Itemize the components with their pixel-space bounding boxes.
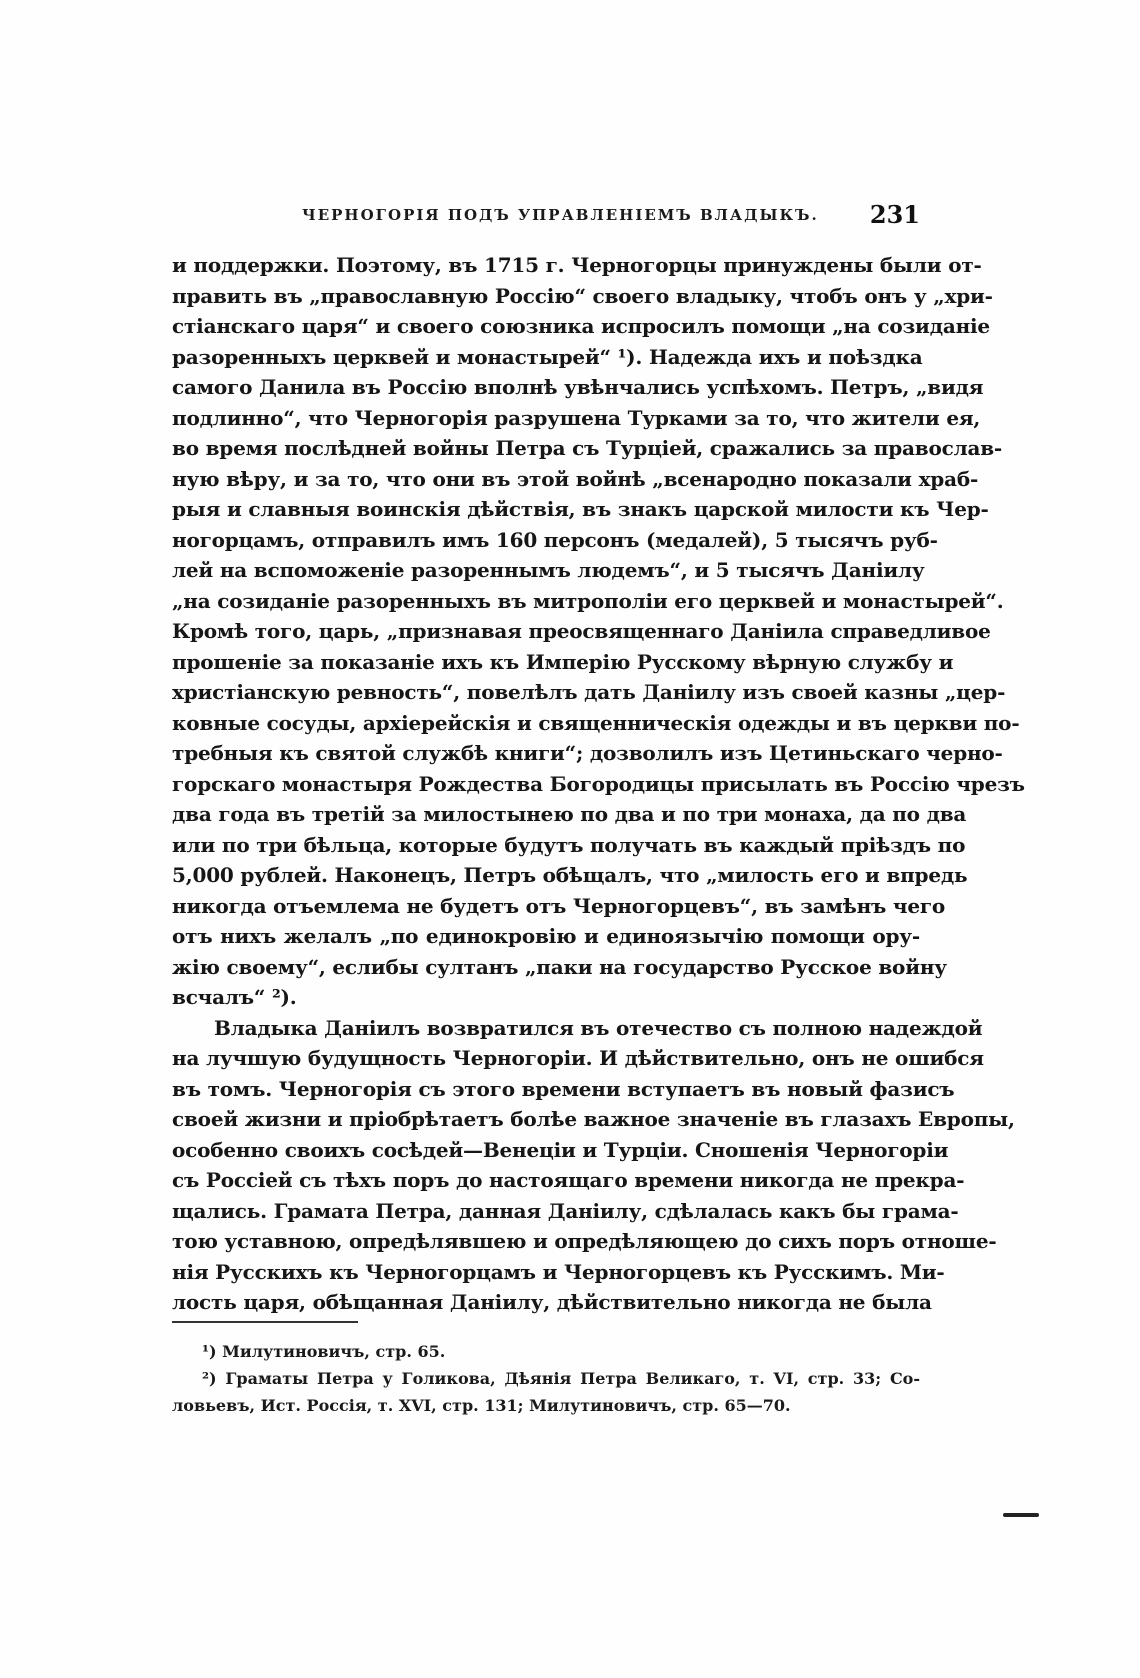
text-line: лей на вспоможеніе разореннымъ людемъ“, и 5 тысячъ Даніилу bbox=[172, 558, 925, 582]
text-line: стіанскаго царя“ и своего союзника испросилъ помощи „на созиданіе bbox=[172, 314, 990, 338]
text-line: никогда отъемлема не будетъ отъ Черногорцевъ“, въ замѣнъ чего bbox=[172, 893, 946, 918]
text-line: прошеніе за показаніе ихъ къ Имперію Русскому вѣрную службу и bbox=[172, 649, 954, 674]
footnote-2: ²) Граматы Петра у Голикова, Дѣянія Петра Великаго, т. VI, стр. 33; Со- bbox=[202, 1369, 920, 1388]
text-line: разоренныхъ церквей и монастырей“ ¹). Надежда ихъ и поѣздка bbox=[172, 344, 923, 369]
text-line: или по три бѣльца, которые будутъ получать въ каждый пріѣздъ по bbox=[172, 832, 966, 857]
text-line: править въ „православную Россію“ своего владыку, чтобъ онъ у „хри- bbox=[172, 283, 993, 308]
footnote-1: ¹) Милутиновичъ, стр. 65. bbox=[202, 1342, 446, 1361]
text-line: своей жизни и пріобрѣтаетъ болѣе важное значеніе въ глазахъ Европы, bbox=[172, 1107, 1015, 1131]
text-line: во время послѣдней войны Петра съ Турціей, сражались за православ- bbox=[172, 436, 1003, 460]
text-line: и поддержки. Поэтому, въ 1715 г. Черногорцы принуждены были от- bbox=[172, 253, 982, 277]
text-line: съ Россіей съ тѣхъ поръ до настоящаго времени никогда не прекра- bbox=[172, 1168, 965, 1192]
text-line: 5,000 рублей. Наконецъ, Петръ обѣщалъ, что „милость его и впредь bbox=[172, 863, 968, 887]
body-text bbox=[172, 250, 1025, 1318]
text-line: щались. Грамата Петра, данная Даніилу, сдѣлалась какъ бы грама- bbox=[172, 1198, 959, 1223]
text-line: нія Русскихъ къ Черногорцамъ и Черногорцевъ къ Русскимъ. Ми- bbox=[172, 1259, 945, 1284]
page-number: 231 bbox=[869, 200, 920, 229]
text-line: требныя къ святой службѣ книги“; дозволилъ изъ Цетиньскаго черно- bbox=[172, 741, 1003, 765]
text-line: Владыка Даніилъ возвратился въ отечество съ полною надеждой bbox=[214, 1015, 983, 1040]
text-line: въ томъ. Черногорія съ этого времени вступаетъ въ новый фазисъ bbox=[172, 1076, 955, 1101]
text-line: всчалъ“ ²). bbox=[172, 985, 297, 1009]
text-line: горскаго монастыря Рождества Богородицы присылать въ Россію чрезъ bbox=[172, 771, 1025, 796]
text-line: подлинно“, что Черногорія разрушена Турками за то, что жители ея, bbox=[172, 405, 981, 430]
footnotes bbox=[172, 1338, 920, 1419]
text-line: самого Данила въ Россію вполнѣ увѣнчались успѣхомъ. Петръ, „видя bbox=[172, 375, 984, 399]
text-line: особенно своихъ сосѣдей—Венеціи и Турціи. Сношенія Черногоріи bbox=[172, 1137, 949, 1162]
text-line: ногорцамъ, отправилъ имъ 160 персонъ (медалей), 5 тысячъ руб- bbox=[172, 527, 938, 552]
text-line: ковные сосуды, архіерейскія и священническія одежды и въ церкви по- bbox=[172, 710, 1020, 735]
text-line: жію своему“, еслибы султанъ „паки на государство Русское войну bbox=[172, 954, 947, 979]
text-line: христіанскую ревность“, повелѣлъ дать Даніилу изъ своей казны „цер- bbox=[172, 680, 1006, 704]
text-line: Кромѣ того, царь, „признавая преосвященнаго Даніила справедливое bbox=[172, 619, 991, 643]
text-line: на лучшую будущность Черногоріи. И дѣйствительно, онъ не ошибся bbox=[172, 1046, 984, 1070]
text-line: лость царя, обѣщанная Даніилу, дѣйствительно никогда не была bbox=[172, 1290, 932, 1314]
scan-edge-mark bbox=[1003, 1513, 1039, 1517]
footnote-2-continuation: ловьевъ, Ист. Россія, т. XVI, стр. 131; Милутиновичъ, стр. 65—70. bbox=[172, 1396, 791, 1415]
text-line: отъ нихъ желалъ „по единокровію и единоязычію помощи ору- bbox=[172, 924, 920, 948]
running-head bbox=[172, 200, 920, 232]
text-line: два года въ третій за милостынею по два и по три монаха, да по два bbox=[172, 802, 967, 826]
footnote-divider bbox=[172, 1321, 358, 1323]
text-line: ную вѣру, и за то, что они въ этой войнѣ „всенародно показали храб- bbox=[172, 466, 979, 491]
running-title: ЧЕРНОГОРІЯ ПОДЪ УПРАВЛЕНІЕМЪ ВЛАДЫКЪ. bbox=[302, 206, 819, 224]
text-line: тою уставною, опредѣлявшею и опредѣляющею до сихъ поръ отноше- bbox=[172, 1229, 997, 1253]
text-line: рыя и славныя воинскія дѣйствія, въ знакъ царской милости къ Чер- bbox=[172, 497, 989, 521]
text-line: „на созиданіе разоренныхъ въ митрополіи его церквей и монастырей“. bbox=[172, 588, 1004, 613]
